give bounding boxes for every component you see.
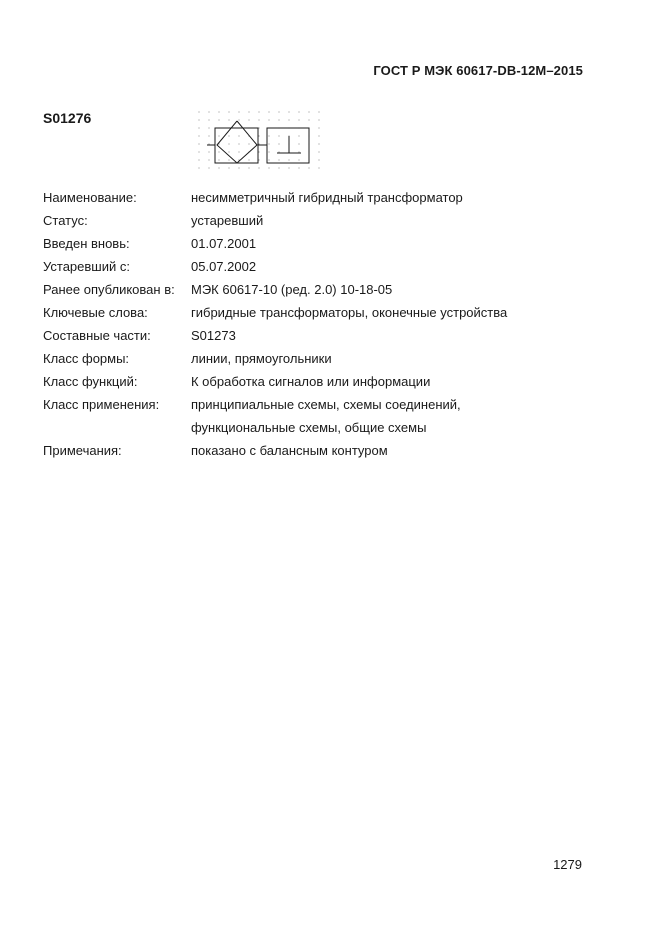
property-label: Класс формы:: [43, 351, 130, 366]
property-label: Ключевые слова:: [43, 305, 148, 320]
property-label: Класс применения:: [43, 397, 160, 412]
property-value-line: 01.07.2001: [191, 236, 257, 251]
property-label: Ранее опубликован в:: [43, 282, 175, 297]
document-header: ГОСТ Р МЭК 60617-DB-12M–2015: [373, 63, 583, 78]
property-value-line: 05.07.2002: [191, 259, 257, 274]
property-value: [191, 255, 603, 278]
property-value: [191, 232, 603, 255]
hybrid-transformer-symbol-icon: [195, 108, 325, 170]
property-value-line: S01273: [191, 328, 236, 343]
property-label: Наименование:: [43, 190, 137, 205]
property-row: [43, 186, 603, 209]
property-row: [43, 278, 603, 301]
property-row: [43, 393, 603, 439]
property-row: [43, 347, 603, 370]
property-label: Класс функций:: [43, 374, 138, 389]
grid-dots: [198, 111, 319, 168]
property-value: [191, 209, 603, 232]
property-row: [43, 370, 603, 393]
property-label: Составные части:: [43, 328, 151, 343]
property-value-line: линии, прямоугольники: [191, 351, 332, 366]
hybrid-box: [215, 128, 258, 163]
property-value-line: показано с балансным контуром: [191, 443, 388, 458]
property-value-line: гибридные трансформаторы, оконечные устройства: [191, 305, 508, 320]
property-value: [191, 370, 603, 393]
property-label: Статус:: [43, 213, 88, 228]
property-value: [191, 186, 603, 209]
page-number: 1279: [553, 857, 582, 872]
property-label: Устаревший с:: [43, 259, 130, 274]
property-value: [191, 278, 603, 301]
property-value-line: несимметричный гибридный трансформатор: [191, 190, 463, 205]
property-value: [191, 439, 603, 462]
property-value: [191, 324, 603, 347]
property-row: [43, 301, 603, 324]
property-value-line: МЭК 60617-10 (ред. 2.0) 10-18-05: [191, 282, 393, 297]
property-value-line: К обработка сигналов или информации: [191, 374, 431, 389]
property-value: [191, 393, 603, 439]
property-value-line: принципиальные схемы, схемы соединений,: [191, 397, 461, 412]
property-value: [191, 347, 603, 370]
diamond-shape: [217, 121, 257, 163]
property-value: [191, 301, 603, 324]
property-value-line: функциональные схемы, общие схемы: [191, 420, 427, 435]
property-row: [43, 439, 603, 462]
property-row: [43, 324, 603, 347]
property-row: [43, 232, 603, 255]
balance-box: [267, 128, 309, 163]
property-row: [43, 209, 603, 232]
symbol-code: S01276: [43, 110, 92, 126]
property-label: Введен вновь:: [43, 236, 130, 251]
property-table: [43, 186, 603, 462]
property-row: [43, 255, 603, 278]
property-label: Примечания:: [43, 443, 122, 458]
property-value-line: устаревший: [191, 213, 264, 228]
